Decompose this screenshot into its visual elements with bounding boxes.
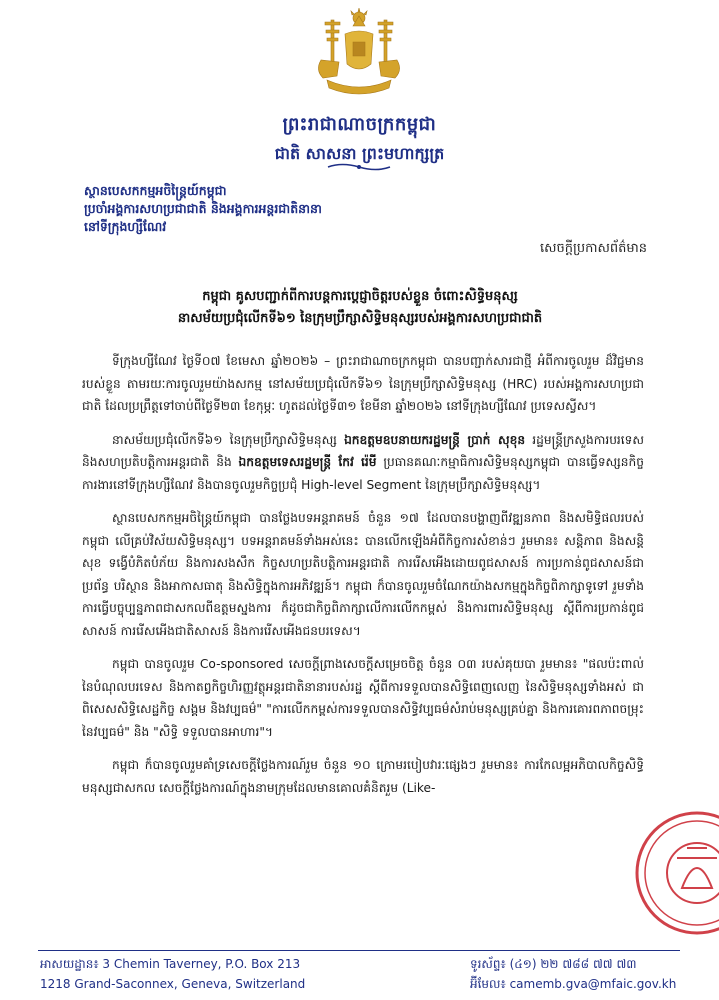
footer-email-line (470, 974, 676, 994)
paragraph-2-part-e: ប្រធានគណៈកម្មាធិការសិទ្ធិមនុស្សកម្ពុជា បានធ្វើទស្សនកិច្ចការងារនៅទីក្រុងហ្សឺណែវ និងបានចូលរួមកិច្ចប្រជុំ High-level Segment នៃក្រុមប្រឹក្សាសិទ្ធិមនុស្ស។ (82, 455, 644, 492)
kingdom-motto: ជាតិ សាសនា ព្រះមហាក្សត្រ (274, 144, 445, 163)
mission-name-line3: នៅទីក្រុងហ្សឺណែវ (84, 219, 167, 234)
paragraph-5: កម្ពុជា ក៏បានចូលរួមគាំទ្រសេចក្ដីថ្លែងការណ៍រួម ចំនួន ១០ ក្រោមរបៀបវារៈផ្សេងៗ រួមមាន៖ ការកែលម្អអភិបាលកិច្ចសិទ្ធិមនុស្សជាសកល សេចក្ដីថ្លែងការណ៍ក្នុងនាមក្រុមដែលមានគោលគំនិតរួម (Like- (82, 758, 644, 795)
paragraph-4: កម្ពុជា បានចូលរួម Co-sponsored សេចក្ដីព្រាងសេចក្ដីសម្រេចចិត្ត ចំនួន ០៣ របស់គុយបា រួមមាន៖ "ផលប៉ះពាល់នៃបំណុលបរទេស និងកាតព្វកិច្ចហិរញ្ញវត្ថុអន្តរជាតិនានារបស់រដ្ឋ ស្ដីពីការទទួលបានសិទ្ធិពេញលេញ នៃសិទ្ធិមនុស្សទាំងអស់ ជាពិសេសសិទ្ធិសេដ្ឋកិច្ច សង្គម និងវប្បធម៌" "ការលើកកម្ពស់ការទទួលបានសិទ្ធិវប្បធម៌សំរាប់មនុស្សគ្រប់គ្នា និងការគោរពភាពចម្រុះនៃវប្បធម៌" និង "សិទ្ធិ ទទួលបានអាហារ"។ (82, 657, 644, 739)
address-label: អាសយដ្ឋាន៖ (40, 957, 99, 971)
phone-label: ទូរស័ព្ទ៖ (470, 957, 506, 971)
mission-header (84, 182, 444, 236)
document-title (60, 286, 660, 330)
kingdom-header (0, 112, 719, 167)
email-label: អ៊ីមែល៖ (470, 977, 506, 991)
title-line2: នាសម័យប្រជុំលើកទី៦១ នៃក្រុមប្រឹក្សាសិទ្ធិមនុស្សរបស់អង្គការសហប្រជាជាតិ (177, 311, 543, 326)
royal-arms-emblem-icon (309, 8, 409, 100)
kingdom-name: ព្រះរាជាណាចក្រកម្ពុជា (282, 114, 437, 135)
footer-contact (470, 954, 676, 994)
document-body (82, 350, 644, 810)
paragraph-2-part-c: រដ្ឋមន្ត្រីក្រសួងការបរទេស និងសហប្រតិបត្តិការអន្តរជាតិ និង (82, 432, 645, 469)
paragraph-2-name-1: ឯកឧត្តមឧបនាយករដ្ឋមន្ត្រី ប្រាក់ សុខុន (344, 432, 526, 447)
address-city: 1218 Grand-Saconnex, Geneva, Switzerland (40, 977, 306, 991)
title-line1: កម្ពុជា គូសបញ្ជាក់ពីការបន្តការប្ដេជ្ញាចិត្តរបស់ខ្លួន ចំពោះសិទ្ធិមនុស្ស (202, 289, 518, 304)
address-street: 3 Chemin Taverney, P.O. Box 213 (102, 957, 301, 971)
official-seal-stamp-icon (632, 808, 719, 938)
paragraph-1: ទីក្រុងហ្សឺណែវ ថ្ងៃទី០៧ ខែមេសា ឆ្នាំ២០២៦ – ព្រះរាជាណាចក្រកម្ពុជា បានបញ្ជាក់សារជាថ្មី អំពីការចូលរួម ដ៏វិជ្ជមានរបស់ខ្លួន តាមរយៈការចូលរួមយ៉ាងសកម្ម នៅសម័យប្រជុំលើកទី៦១ នៃក្រុមប្រឹក្សាសិទ្ធិមនុស្ស (HRC) របស់អង្គការសហប្រជាជាតិ ដែលប្រព្រឹត្តទៅចាប់ពីថ្ងៃទី២៣ ខែកុម្ភៈ ហូតដល់ថ្ងៃទី៣១ ខែមីនា ឆ្នាំ២០២៦ នៅទីក្រុងហ្សឺណែវ ប្រទេសស្វីស។ (82, 354, 644, 413)
divider-ornament-icon (326, 162, 392, 172)
footer-phone-line (470, 954, 676, 974)
footer-address (40, 954, 305, 994)
phone-number: (៤១) ២២ ៧៨៨ ៧៧ ៧៣ (509, 957, 637, 971)
footer-address-line1 (40, 954, 305, 974)
footer-divider (38, 950, 680, 951)
press-release-label: សេចក្ដីប្រកាសព័ត៌មាន (539, 241, 647, 256)
mission-name-line2: ប្រចាំអង្គការសហប្រជាជាតិ និងអង្គការអន្តរជាតិនានា (84, 201, 322, 216)
paragraph-3: ស្ថានបេសកកម្មអចិន្ត្រៃយ៍កម្ពុជា បានថ្លែងបទអន្តរាគមន៍ ចំនួន ១៧ ដែលបានបង្ហាញពីវឌ្ឍនភាព និងសមិទ្ធិផលរបស់កម្ពុជា លើគ្រប់វិស័យសិទ្ធិមនុស្ស។ បទអន្តរាគមន៍ទាំងអស់នេះ បានលើកឡើងអំពីកិច្ចការសំខាន់ៗ រួមមាន៖ សន្តិភាព និងសន្តិសុខ ទង្វើបំភិតបំភ័យ និងការសងសឹក កិច្ចសហប្រតិបត្តិការអន្តរជាតិ ការរើសអើងដោយពូជសាសន៍ ការប្រកាន់ពូជសាសន៍ជាប្រព័ន្ធ បរិស្ថាន និងអាកាសធាតុ និងសិទ្ធិក្នុងការអភិវឌ្ឍន៍។ កម្ពុជា ក៏បានចូលរួមចំណែកយ៉ាងសកម្មក្នុងកិច្ចពិភាក្សាទូទៅ រួមទាំងការធ្វើបច្ចុប្បន្នភាពជាសកលពីឧត្តមស្នងការ ក៏ដូចជាកិច្ចពិភាក្សាលើការលើកកម្ពស់ និងការពារសិទ្ធិមនុស្ស ស្ដីពីការប្រកាន់ពូជសាសន៍ ការរើសអើងជាតិសាសន៍ និងការរើសអើងជនបរទេស។ (82, 511, 644, 638)
paragraph-2-part-a: នាសម័យប្រជុំលើកទី៦១ នៃក្រុមប្រឹក្សាសិទ្ធិមនុស្ស (112, 432, 345, 447)
email-address: camemb.gva@mfaic.gov.kh (509, 977, 677, 991)
mission-name-line1: ស្ថានបេសកកម្មអចិន្ត្រៃយ៍កម្ពុជា (84, 183, 227, 198)
paragraph-2 (82, 429, 644, 497)
paragraph-2-name-2: ឯកឧត្តមទេសរដ្ឋមន្ត្រី កែវ រ៉េមី (238, 455, 377, 469)
